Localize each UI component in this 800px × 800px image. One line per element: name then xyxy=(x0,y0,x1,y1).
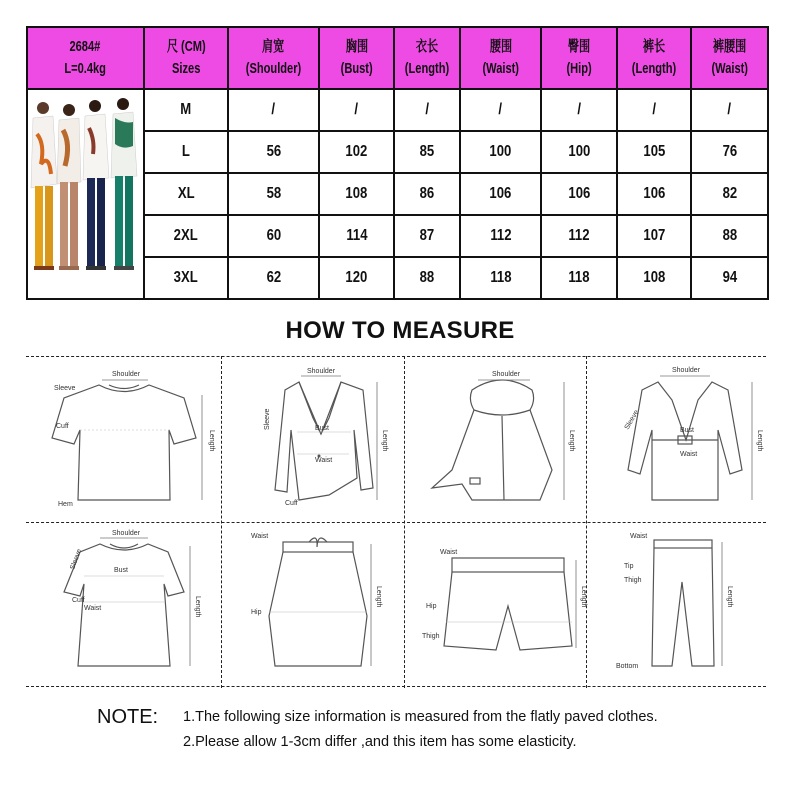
value-cell: 56 xyxy=(228,131,319,173)
value-cell: 88 xyxy=(691,215,768,257)
value-cell: / xyxy=(460,89,541,131)
header-cell-pants-length: 裤长 (Length) xyxy=(617,27,691,89)
value-cell: / xyxy=(228,89,319,131)
label-shoulder: Shoulder xyxy=(112,371,141,378)
value-cell: 106 xyxy=(541,173,617,215)
value-cell: 102 xyxy=(319,131,394,173)
value-cell: 108 xyxy=(617,257,691,299)
label-hip: Hip xyxy=(251,609,262,616)
label-length: Length xyxy=(726,586,733,608)
value-cell: / xyxy=(617,89,691,131)
value-cell: 86 xyxy=(394,173,460,215)
value-cell: 100 xyxy=(460,131,541,173)
label-shoulder: Shoulder xyxy=(672,367,701,374)
label-bust: Bust xyxy=(680,427,695,434)
table-header-row xyxy=(27,27,768,89)
label-shoulder: Shoulder xyxy=(492,371,521,378)
label-bust: Bust xyxy=(315,425,330,432)
label-tip: Tip xyxy=(624,563,634,570)
header-cell-shoulder: 肩宽 (Shoulder) xyxy=(228,27,319,89)
label-cuff: Cuff xyxy=(285,500,298,507)
value-cell: / xyxy=(691,89,768,131)
divider xyxy=(26,686,766,687)
label-cuff: Cuff xyxy=(72,597,85,604)
coat-icon xyxy=(594,360,776,520)
models-illustration xyxy=(29,94,142,290)
header-cell-hip: 臀围 (Hip) xyxy=(541,27,617,89)
value-cell: 87 xyxy=(394,215,460,257)
table-row xyxy=(27,89,768,131)
value-cell: 76 xyxy=(691,131,768,173)
header-cell-waist: 腰围 (Waist) xyxy=(460,27,541,89)
size-chart-table xyxy=(26,26,769,300)
label-waist: Waist xyxy=(630,533,648,540)
value-cell: 94 xyxy=(691,257,768,299)
skirt-icon xyxy=(229,526,411,686)
size-cell: M xyxy=(144,89,228,131)
header-cell-sizes: 尺 (CM) Sizes xyxy=(144,27,228,89)
label-length: Length xyxy=(568,430,575,452)
value-cell: 62 xyxy=(228,257,319,299)
header-cell-model: 2684# L=0.4kg xyxy=(27,27,144,89)
label-hip: Hip xyxy=(426,603,437,610)
coat-diagram xyxy=(594,360,776,520)
value-cell: 118 xyxy=(460,257,541,299)
cape-diagram xyxy=(412,360,594,520)
how-to-measure-title: HOW TO MEASURE xyxy=(285,317,515,344)
dress-diagram xyxy=(34,526,216,686)
value-cell: 112 xyxy=(460,215,541,257)
value-cell: 106 xyxy=(460,173,541,215)
value-cell: 100 xyxy=(541,131,617,173)
cape-icon xyxy=(412,360,594,520)
value-cell: 58 xyxy=(228,173,319,215)
label-sleeve: Sleeve xyxy=(623,408,641,431)
label-length: Length xyxy=(381,430,388,452)
value-cell: 106 xyxy=(617,173,691,215)
label-thigh: Thigh xyxy=(422,633,440,640)
label-waist: Waist xyxy=(440,549,458,556)
label-bottom: Bottom xyxy=(616,663,639,670)
value-cell: 105 xyxy=(617,131,691,173)
value-cell: 120 xyxy=(319,257,394,299)
blazer-diagram xyxy=(229,360,411,520)
value-cell: / xyxy=(541,89,617,131)
size-cell: 3XL xyxy=(144,257,228,299)
label-sleeve: Sleeve xyxy=(54,385,76,392)
tshirt-icon xyxy=(34,360,216,520)
divider xyxy=(26,522,766,523)
divider xyxy=(26,356,766,357)
value-cell: 85 xyxy=(394,131,460,173)
value-cell: 82 xyxy=(691,173,768,215)
skirt-diagram xyxy=(229,526,411,686)
header-cell-bust: 胸围 (Bust) xyxy=(319,27,394,89)
value-cell: 114 xyxy=(319,215,394,257)
label-length: Length xyxy=(756,430,763,452)
header-cell-pants-waist: 裤腰围 (Waist) xyxy=(691,27,768,89)
note-line-1: 1.The following size information is measured from the flatly paved clothes. xyxy=(183,709,658,725)
size-cell: XL xyxy=(144,173,228,215)
size-cell: 2XL xyxy=(144,215,228,257)
divider xyxy=(221,356,222,688)
label-length: Length xyxy=(580,586,587,608)
label-waist: Waist xyxy=(680,451,698,458)
note-label: NOTE: xyxy=(97,706,159,728)
label-shoulder: Shoulder xyxy=(307,368,336,375)
shorts-diagram xyxy=(412,526,594,686)
label-waist: Waist xyxy=(84,605,102,612)
label-length: Length xyxy=(208,430,215,452)
header-cell-length: 衣长 (Length) xyxy=(394,27,460,89)
value-cell: / xyxy=(394,89,460,131)
label-shoulder: Shoulder xyxy=(112,530,141,537)
pants-diagram xyxy=(594,526,776,686)
label-cuff: Cuff xyxy=(56,423,69,430)
value-cell: 60 xyxy=(228,215,319,257)
value-cell: 112 xyxy=(541,215,617,257)
value-cell: 118 xyxy=(541,257,617,299)
shorts-icon xyxy=(412,526,594,686)
product-photo xyxy=(27,89,144,299)
label-hem: Hem xyxy=(58,501,73,508)
label-waist: Waist xyxy=(315,457,333,464)
label-sleeve: Sleeve xyxy=(264,408,271,430)
label-sleeve: Sleeve xyxy=(69,548,84,571)
tshirt-diagram xyxy=(34,360,216,520)
label-thigh: Thigh xyxy=(624,577,642,584)
label-length: Length xyxy=(194,596,201,618)
label-bust: Bust xyxy=(114,567,129,574)
measurement-diagrams xyxy=(26,356,766,688)
size-cell: L xyxy=(144,131,228,173)
value-cell: 108 xyxy=(319,173,394,215)
value-cell: 88 xyxy=(394,257,460,299)
value-cell: 107 xyxy=(617,215,691,257)
dress-icon xyxy=(34,526,216,686)
label-waist: Waist xyxy=(251,533,269,540)
blazer-icon xyxy=(229,360,411,520)
pants-icon xyxy=(594,526,776,686)
label-length: Length xyxy=(375,586,382,608)
value-cell: / xyxy=(319,89,394,131)
note-line-2: 2.Please allow 1-3cm differ ,and this item has some elasticity. xyxy=(183,734,577,750)
